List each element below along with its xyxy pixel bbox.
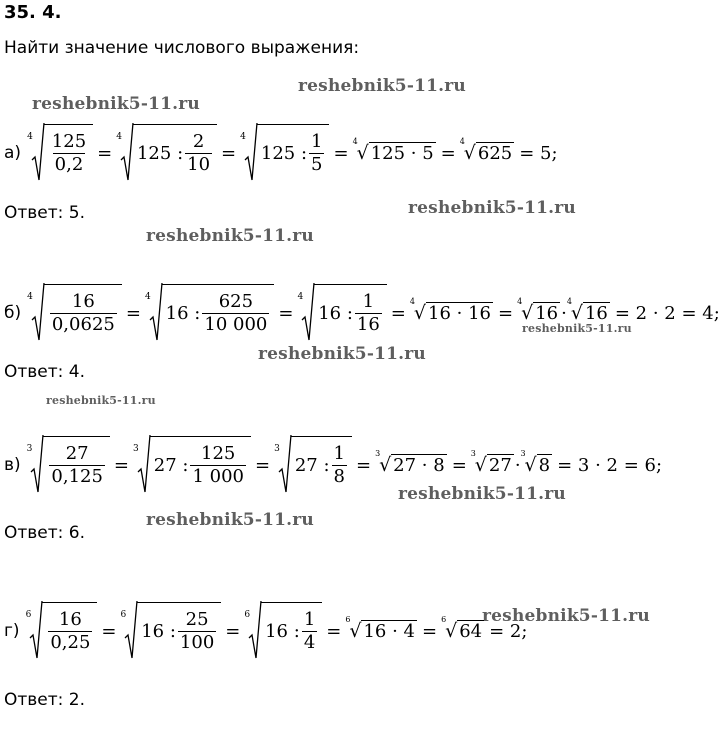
radical-sign-icon [30,600,42,662]
radical: 4 125 : $\frac{1}{5}$ [240,122,329,184]
answer-d: Ответ: 2. [4,690,86,710]
radical-sign-icon [121,122,133,184]
radical: 4 $\frac{16}{0,0625}$ [27,282,122,344]
radical-sign-icon [302,282,314,344]
radical-sign-icon [32,282,44,344]
root-index: 4 [27,132,33,142]
task-text: Найти значение числового выражения: [4,38,360,58]
radical-sign-icon [279,434,291,496]
fraction: $\frac{125}{0,2}$ [51,131,87,175]
watermark: reshebnik5-11.ru [408,198,576,218]
radical-sign-icon [31,434,43,496]
radical-sign-icon [32,122,44,184]
small-radical: 4 √ 625 [459,137,513,164]
radical-sign-icon [125,600,137,662]
small-radical: 4 √ 125 · 5 [352,137,434,164]
watermark: reshebnik5-11.ru [32,94,200,114]
watermark: reshebnik5-11.ru [46,394,156,407]
watermark: reshebnik5-11.ru [522,322,632,335]
radical-sign-icon [245,122,257,184]
watermark: reshebnik5-11.ru [146,226,314,246]
watermark: reshebnik5-11.ru [398,484,566,504]
radical [27,122,93,184]
radical-sign-icon [150,282,162,344]
part-label: а) [4,143,22,163]
equation-b: б) 4 $\frac{16}{0,0625}$ = 4 16 : $\frac{625}{10 000}$ = 4 16 : $\frac{1}{16}$ = 4 √ 16 · 16 = 4 √ 16 · 4 √ 16 = 2 · 2 = 4; [4,278,720,348]
answer-b: Ответ: 4. [4,362,86,382]
radical: 4 125 : $\frac{2}{10}$ [116,122,217,184]
radical-sign-icon [138,434,150,496]
equation-c: в) 3 $\frac{27}{0,125}$ = 3 27 : $\frac{125}{1 000}$ = 3 27 : $\frac{1}{8}$ = 3 √ 27 · 8 = 3 √ 27 · 3 √ 8 = 3 · 2 = 6; [4,430,662,500]
radical: 4 16 : $\frac{625}{10 000}$ [145,282,274,344]
radical: 4 16 : $\frac{1}{16}$ [297,282,386,344]
answer-c: Ответ: 6. [4,523,86,543]
answer-a: Ответ: 5. [4,203,86,223]
equation-a: а) 4 $\frac{125}{0,2}$ = 4 125 : $\frac{2}{10}$ = 4 125 : $\frac{1}{5}$ = 4 √ 125 · 5 = 4 √ 625 = 5; [4,118,558,188]
watermark: reshebnik5-11.ru [258,344,426,364]
watermark: reshebnik5-11.ru [146,510,314,530]
problem-number: 35. 4. [4,2,62,23]
radical-sign-icon [249,600,261,662]
watermark: reshebnik5-11.ru [482,606,650,626]
equation-d: г) 6 $\frac{16}{0,25}$ = 6 16 : $\frac{25}{100}$ = 6 16 : $\frac{1}{4}$ = 6 √ 16 · 4 = 6 √ 64 = 2; [4,596,527,666]
watermark: reshebnik5-11.ru [298,76,466,96]
